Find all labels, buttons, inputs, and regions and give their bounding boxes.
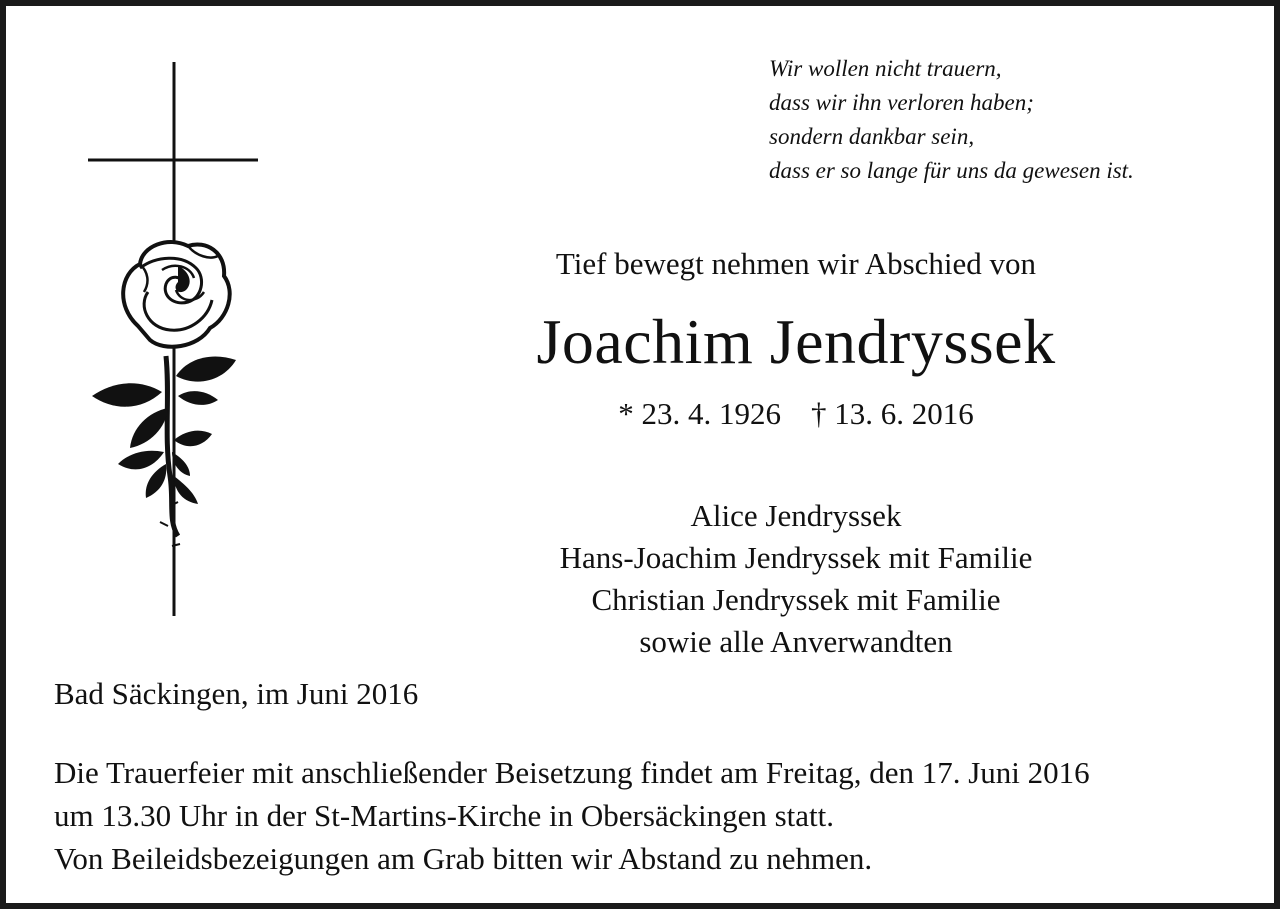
place-date: Bad Säckingen, im Juni 2016 [54,676,419,711]
notice-line: Die Trauerfeier mit anschließender Beisetzung findet am Freitag, den 17. Juni 2016 [54,755,1090,790]
mourner: Hans-Joachim Jendryssek mit Familie [559,540,1033,575]
mourners-list [456,495,1136,663]
intro-text: Tief bewegt nehmen wir Abschied von [555,246,1037,281]
life-dates [456,394,1136,434]
cross-with-rose-icon [78,56,258,621]
verse-line: Wir wollen nicht trauern, [769,56,1002,81]
funeral-notice [54,751,1090,880]
verse-line: dass er so lange für uns da gewesen ist. [769,158,1134,183]
verse-line: dass wir ihn verloren haben; [769,90,1034,115]
mourner: Christian Jendryssek mit Familie [591,582,1001,617]
deceased-name: Joachim Jendryssek [536,306,1056,377]
notice-line: um 13.30 Uhr in der St-Martins-Kirche in Obersäckingen statt. [54,798,834,833]
death-date: † 13. 6. 2016 [811,396,974,431]
mourner: sowie alle Anverwandten [639,624,953,659]
rose-icon [92,242,236,546]
verse [769,52,1134,188]
notice-line: Von Beileidsbezeigungen am Grab bitten wir Abstand zu nehmen. [54,841,873,876]
verse-line: sondern dankbar sein, [769,124,975,149]
birth-date: * 23. 4. 1926 [618,396,781,431]
mourner: Alice Jendryssek [690,498,902,533]
